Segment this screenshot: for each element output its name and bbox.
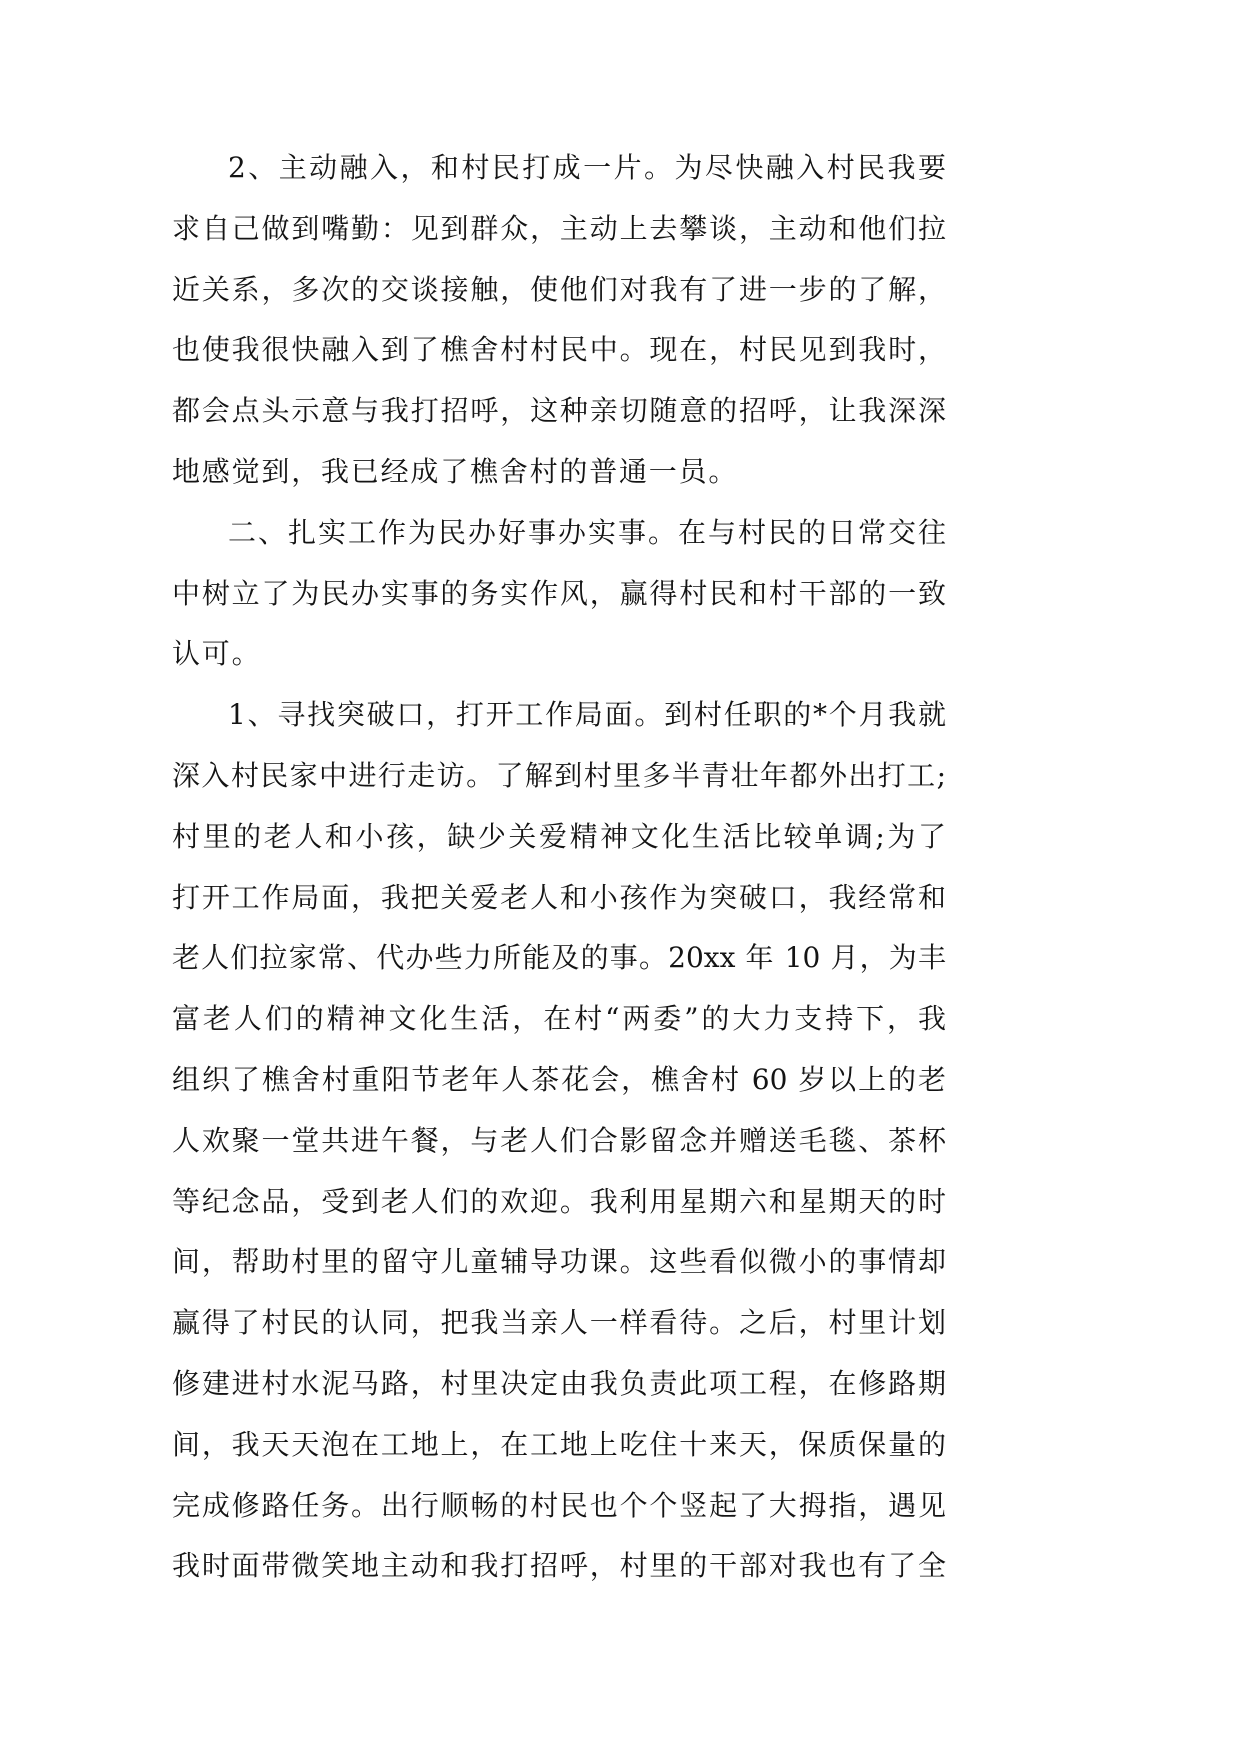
text-line: 修建进村水泥马路，村里决定由我负责此项工程，在修路期 (172, 1366, 946, 1400)
text-line: 近关系，多次的交谈接触，使他们对我有了进一步的了解， (172, 272, 946, 306)
text-line: 完成修路任务。出行顺畅的村民也个个竖起了大拇指，遇见 (172, 1488, 946, 1522)
text-line: 也使我很快融入到了樵舍村村民中。现在，村民见到我时， (172, 333, 946, 367)
text-line: 打开工作局面，我把关爱老人和小孩作为突破口，我经常和 (172, 880, 946, 914)
text-line: 认可。 (172, 637, 262, 671)
text-line: 我时面带微笑地主动和我打招呼，村里的干部对我也有了全 (172, 1549, 946, 1583)
text-line: 求自己做到嘴勤：见到群众，主动上去攀谈，主动和他们拉 (172, 211, 946, 245)
paragraph-section-heading (172, 503, 946, 685)
text-line: 等纪念品，受到老人们的欢迎。我利用星期六和星期天的时 (172, 1184, 946, 1218)
text-line: 组织了樵舍村重阳节老年人茶花会，樵舍村 60 岁以上的老 (172, 1062, 946, 1096)
text-line: 间，我天天泡在工地上，在工地上吃住十来天，保质保量的 (172, 1427, 946, 1461)
text-line: 1、寻找突破口，打开工作局面。到村任职的*个月我就 (228, 698, 946, 732)
document-body (172, 138, 946, 1597)
text-line: 人欢聚一堂共进午餐，与老人们合影留念并赠送毛毯、茶杯 (172, 1123, 946, 1157)
text-line: 赢得了村民的认同，把我当亲人一样看待。之后，村里计划 (172, 1306, 946, 1340)
text-line: 深入村民家中进行走访。了解到村里多半青壮年都外出打工; (172, 758, 946, 792)
text-line: 2、主动融入，和村民打成一片。为尽快融入村民我要 (228, 151, 946, 184)
text-line: 都会点头示意与我打招呼，这种亲切随意的招呼，让我深深 (172, 394, 946, 428)
text-line: 村里的老人和小孩，缺少关爱精神文化生活比较单调;为了 (172, 819, 946, 853)
text-line: 二、扎实工作为民办好事办实事。在与村民的日常交往 (228, 515, 946, 549)
paragraph-integration (172, 138, 946, 503)
text-line: 富老人们的精神文化生活，在村“两委”的大力支持下，我 (172, 1002, 946, 1036)
text-line: 老人们拉家常、代办些力所能及的事。20xx 年 10 月，为丰 (172, 941, 946, 975)
text-line: 地感觉到，我已经成了樵舍村的普通一员。 (172, 454, 739, 488)
paragraph-breakthrough (172, 685, 946, 1597)
text-line: 间，帮助村里的留守儿童辅导功课。这些看似微小的事情却 (172, 1245, 946, 1279)
text-line: 中树立了为民办实事的务实作风，赢得村民和村干部的一致 (172, 576, 946, 610)
